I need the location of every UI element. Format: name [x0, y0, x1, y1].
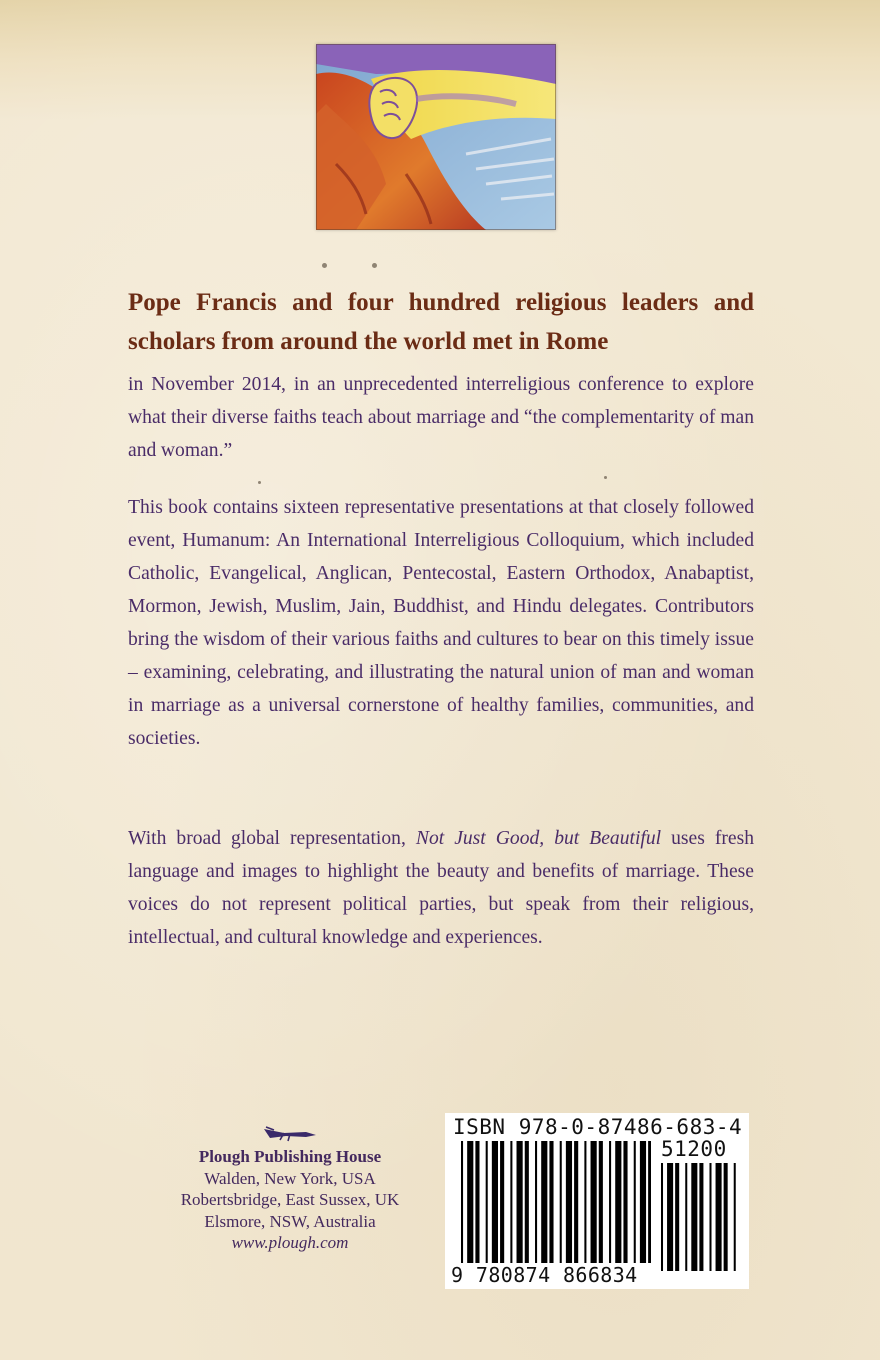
barcode-bar	[566, 1141, 572, 1263]
barcode-bar	[541, 1141, 547, 1263]
barcode-bar	[525, 1141, 529, 1263]
publisher-location: Elsmore, NSW, Australia	[204, 1211, 376, 1231]
publisher-location: Robertsbridge, East Sussex, UK	[180, 1190, 400, 1209]
ean-barcode-bars	[461, 1141, 651, 1267]
publisher-block	[150, 1124, 430, 1254]
barcode-bar	[615, 1141, 621, 1263]
decorative-speck	[604, 476, 607, 479]
isbn-label: ISBN 978-0-87486-683-4	[453, 1115, 743, 1139]
barcode-bar	[734, 1163, 736, 1271]
barcode-bar	[461, 1141, 463, 1263]
barcode-bar	[648, 1141, 651, 1263]
barcode-bar	[609, 1141, 611, 1263]
barcode-bar	[691, 1163, 697, 1271]
barcode-bar	[640, 1141, 646, 1263]
barcode-bar	[709, 1163, 711, 1271]
barcode-bar	[475, 1141, 479, 1263]
isbn-barcode	[445, 1113, 749, 1289]
barcode-bar	[486, 1141, 488, 1263]
barcode-bar	[685, 1163, 687, 1271]
publisher-location: Walden, New York, USA	[204, 1168, 376, 1188]
barcode-bar	[661, 1163, 663, 1271]
decorative-speck	[322, 263, 327, 268]
intro-heading: Pope Francis and four hundred religious leaders and scholars from around the world met in Rome	[128, 289, 754, 355]
barcode-bar	[492, 1141, 498, 1263]
barcode-bar	[699, 1163, 703, 1271]
barcode-bar	[623, 1141, 627, 1263]
book-title: Not Just Good, but Beautiful	[415, 828, 662, 849]
paragraph-prefix: With broad global representation,	[128, 828, 416, 849]
barcode-bar	[716, 1163, 722, 1271]
paragraph-conference: in November 2014, in an unprecedented interreligious conference to explore what their diverse faiths teach about marriage and “the complementarity of man and woman.”	[128, 374, 754, 461]
paragraph-representation	[128, 822, 754, 954]
barcode-bar	[667, 1163, 673, 1271]
barcode-bar	[675, 1163, 679, 1271]
barcode-bar	[584, 1141, 586, 1263]
barcode-bar	[724, 1163, 728, 1271]
barcode-bar	[574, 1141, 578, 1263]
paragraph-suffix: uses fresh language and images to highlight the beauty and benefits of marriage. These voices do not represent political parties, but speak from their religious, intellectual, and cultural knowledge and experiences.	[128, 828, 754, 948]
plough-icon	[260, 1124, 320, 1142]
price-barcode-bars	[661, 1163, 741, 1275]
cover-illustration	[316, 44, 556, 230]
publisher-name: Plough Publishing House	[198, 1147, 382, 1166]
barcode-bar	[549, 1141, 553, 1263]
barcode-bar	[467, 1141, 473, 1263]
barcode-bar	[517, 1141, 523, 1263]
barcode-bar	[591, 1141, 597, 1263]
barcode-bar	[634, 1141, 636, 1263]
barcode-bar	[599, 1141, 603, 1263]
barcode-bar	[510, 1141, 512, 1263]
paragraph-contents: This book contains sixteen representative presentations at that closely followed event, Humanum: An International Interreligious Colloquium, which included Catholic, Evangelical, Anglican, Pentecostal, Eastern Orthodox, Anabaptist, Mormon, Jewish, Muslim, Jain, Buddhist, and Hindu delegates. Contributors bring the wisdom of their various faiths and cultures to bear on this timely issue – examining, celebrating, and illustrating the natural union of man and woman in marriage as a universal cornerstone of healthy families, communities, and societies.	[128, 497, 754, 749]
decorative-speck	[258, 481, 261, 484]
publisher-url[interactable]: www.plough.com	[231, 1233, 349, 1252]
barcode-bar	[560, 1141, 562, 1263]
ean-digits: 9 780874 866834	[451, 1263, 638, 1287]
price-code: 51200	[661, 1137, 727, 1161]
decorative-speck	[372, 263, 377, 268]
barcode-bar	[535, 1141, 537, 1263]
barcode-bar	[500, 1141, 504, 1263]
